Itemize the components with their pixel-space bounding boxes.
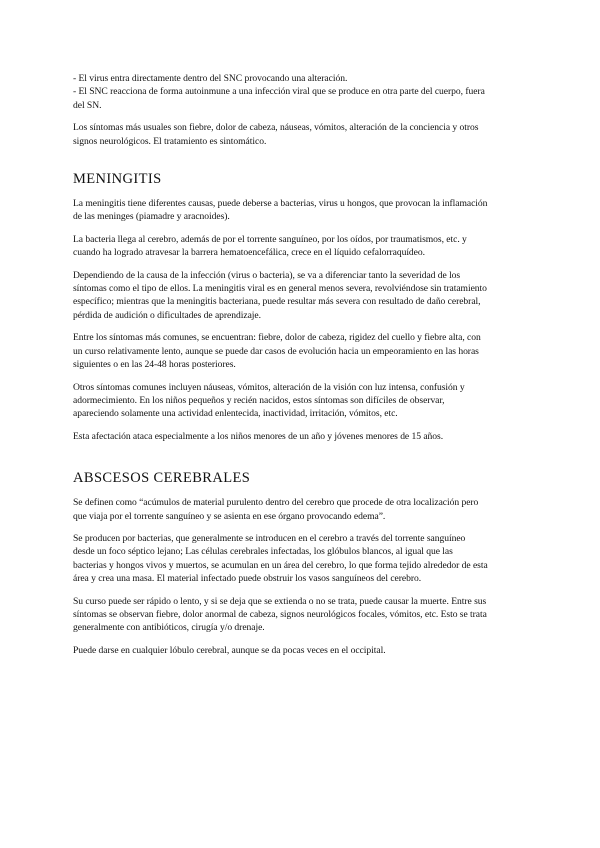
document-page: [73, 72, 534, 666]
intro-bullet-list: [73, 72, 534, 112]
abscesos-paragraph-1: [73, 496, 534, 523]
paragraph-line: siguientes o en las 24-48 horas posteriores.: [73, 359, 236, 371]
paragraph-line: Su curso puede ser rápido o lento, y si se deja que se extienda o no se trata, puede causar la muerte. Entre sus: [73, 595, 487, 607]
paragraph-line: La meningitis tiene diferentes causas, puede deberse a bacterias, virus u hongos, que provocan la inflamación: [73, 198, 488, 210]
paragraph-line: Se producen por bacterias, que generalmente se introducen en el cerebro a través del torrente sanguíneo: [73, 532, 466, 544]
paragraph-line: signos neurológicos. El tratamiento es sintomático.: [73, 135, 267, 147]
paragraph-line: un curso relativamente lento, aunque se puede dar casos de evolución hacia un empeoramiento en las horas: [73, 345, 479, 357]
paragraph-line: adormecimiento. En los niños pequeños y recién nacidos, estos síntomas son difíciles de observar,: [73, 394, 445, 406]
meningitis-paragraph-4: [73, 331, 534, 371]
paragraph-line: Puede darse en cualquier lóbulo cerebral, aunque se da pocas veces en el occipital.: [73, 644, 386, 656]
intro-symptoms-paragraph: [73, 121, 534, 148]
paragraph-line: Entre los síntomas más comunes, se encuentran: fiebre, dolor de cabeza, rigidez del cuello y fiebre alta, con: [73, 332, 481, 344]
paragraph-line: que viaja por el torrente sanguíneo y se asienta en ese órgano provocando edema”.: [73, 510, 386, 522]
abscesos-paragraph-3: [73, 595, 534, 635]
paragraph-line: La bacteria llega al cerebro, además de por el torrente sanguíneo, por los oídos, por traumatismos, etc. y: [73, 233, 467, 245]
abscesos-paragraph-2: [73, 532, 534, 586]
meningitis-paragraph-3: [73, 269, 534, 323]
bullet-2-line-2: del SN.: [73, 99, 102, 111]
paragraph-line: de las meninges (piamadre y aracnoides).: [73, 211, 230, 223]
meningitis-paragraph-5: [73, 381, 534, 421]
paragraph-line: pérdida de audición o dificultades de aprendizaje.: [73, 309, 261, 321]
meningitis-paragraph-6: [73, 430, 534, 443]
paragraph-line: Los síntomas más usuales son fiebre, dolor de cabeza, náuseas, vómitos, alteración de la conciencia y otros: [73, 122, 479, 134]
bullet-1-line-1: - El virus entra directamente dentro del SNC provocando una alteración.: [73, 73, 348, 84]
paragraph-line: síntomas como el tipo de ellos. La meningitis viral es en general menos severa, revolviéndose sin tratamiento: [73, 283, 487, 295]
paragraph-line: área y crea una masa. El material infectado puede obstruir los vasos sanguíneos del cerebro.: [73, 573, 422, 585]
paragraph-line: cuando ha logrado atravesar la barrera hematoencefálica, crece en el líquido cefalorraquídeo.: [73, 247, 425, 259]
paragraph-line: Esta afectación ataca especialmente a los niños menores de un año y jóvenes menores de 15 años.: [73, 430, 444, 442]
abscesos-paragraph-4: [73, 644, 534, 657]
paragraph-line: Otros síntomas comunes incluyen náuseas, vómitos, alteración de la visión con luz intensa, confusión y: [73, 381, 465, 393]
paragraph-line: generalmente con antibióticos, cirugía y/o drenaje.: [73, 622, 265, 634]
paragraph-line: apareciendo solamente una actividad enlentecida, inactividad, irritación, vómitos, etc.: [73, 408, 398, 420]
section-heading-meningitis: MENINGITIS: [73, 171, 162, 188]
bullet-2-line-1: - El SNC reacciona de forma autoinmune a una infección viral que se produce en otra parte del cuerpo, fuera: [73, 86, 485, 98]
paragraph-line: Se definen como “acúmulos de material purulento dentro del cerebro que procede de otra localización pero: [73, 497, 479, 509]
paragraph-line: bacterias y hongos vivos y muertos, se acumulan en un área del cerebro, lo que forma tejido alrededor de esta: [73, 559, 488, 571]
paragraph-line: Dependiendo de la causa de la infección (virus o bacteria), se va a diferenciar tanto la severidad de los: [73, 269, 461, 281]
meningitis-paragraph-2: [73, 233, 534, 260]
paragraph-line: específico; mientras que la meningitis bacteriana, puede resultar más severa con resultado de daño cerebral,: [73, 296, 481, 308]
paragraph-line: síntomas se observan fiebre, dolor anormal de cabeza, signos neurológicos focales, vómitos, etc. Esto se trata: [73, 608, 487, 620]
section-heading-abscesos: ABSCESOS CEREBRALES: [73, 470, 251, 487]
paragraph-line: desde un foco séptico lejano; Las células cerebrales infectadas, los glóbulos blancos, al igual que las: [73, 546, 453, 558]
meningitis-paragraph-1: [73, 197, 534, 224]
